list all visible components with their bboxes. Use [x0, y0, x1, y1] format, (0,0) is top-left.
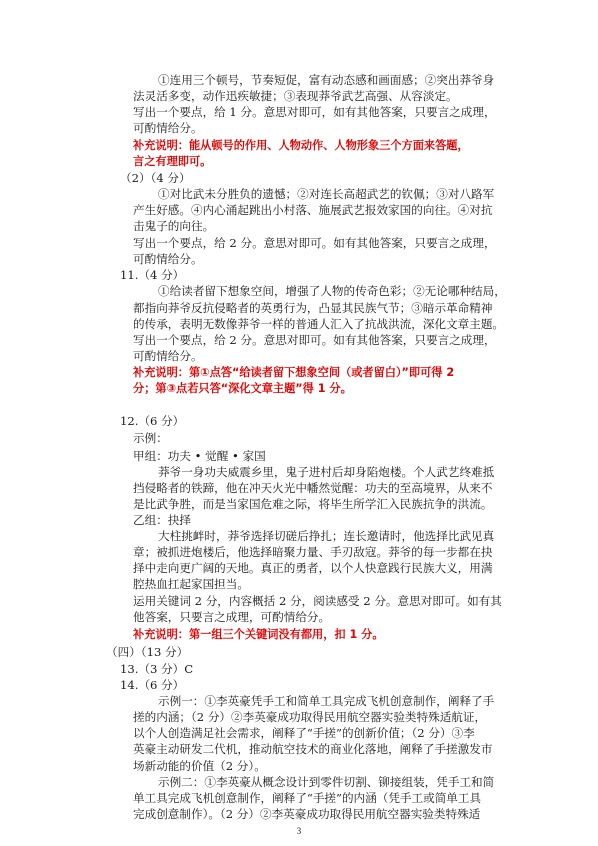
text-line: 示例一：①李英豪凭手工和简单工具完成飞机创意制作，阐释了手 [158, 694, 495, 708]
text-line: ①对比武未分胜负的遗憾；②对连长高超武艺的钦佩；③对八路军 [158, 186, 495, 201]
text-line: 的传承，表明无数像莽爷一样的普通人汇入了抗战洪流，深化文章主题。 [133, 316, 505, 331]
text-line: 示例二：①李英豪从概念设计到零件切割、铆接组装，凭手工和简 [158, 774, 495, 789]
group-heading: 乙组：抉择 [133, 512, 191, 527]
text-line: 莽爷一身功夫威震乡里，鬼子进村后却身陷炮楼。个人武艺终难抵 [158, 464, 495, 479]
question-heading: 12.（6 分） [120, 414, 185, 429]
text-line: 腔热血扛起家国担当。 [133, 577, 249, 592]
text-line: ①给读者留下想象空间，增强了人物的传奇色彩；②无论哪种结局， [158, 284, 506, 299]
text-line: 可酌情给分。 [133, 121, 203, 136]
text-line: 写出一个要点，给 2 分。意思对即可。如有其他答案，只要言之成理， [133, 236, 496, 251]
supplement-note: 补充说明：能从顿号的作用、人物动作、人物形象三个方面来答题， [133, 138, 469, 152]
text-line: 完成创意制作）。（2 分）②李英豪成功取得民用航空器实验类特殊适 [133, 806, 481, 821]
text-line: 写出一个要点，给 1 分。意思对即可，如有其他答案，只要言之成理， [133, 105, 496, 120]
text-line: 是比武争胜，而是当家国危难之际，将毕生所学汇入民族抗争的洪流。 [133, 496, 493, 511]
question-heading: （2）（4 分） [120, 170, 191, 185]
text-line: 他答案，只要言之成理，可酌情给分。 [133, 609, 331, 624]
text-line: 可酌情给分。 [133, 348, 203, 363]
text-line: 运用关键词 2 分，内容概括 2 分，阅读感受 2 分。意思对即可。如有其 [133, 593, 502, 608]
text-line: 择中走向更广阔的天地。真正的勇者，以个人快意践行民族大义，用满 [133, 561, 493, 576]
text-line: 以个人创造满足社会需求，阐释了“手搓”的创新价值；（2 分）③李 [133, 726, 475, 741]
text-line: 大柱挑衅时，莽爷选择切磋后挣扎；连长邀请时，他选择比武见真 [158, 529, 495, 544]
text-line: 产生好感。④内心涌起跳出小村落、施展武艺报效家国的向往。④对抗 [133, 202, 493, 217]
supplement-note: 补充说明：第一组三个关键词没有都用，扣 1 分。 [133, 627, 384, 641]
text-line: 挡侵略者的铁蹄，他在冲天火光中幡然觉醒：功夫的至高境界，从来不 [133, 480, 493, 495]
group-heading: 甲组：功夫 • 觉醒 • 家国 [133, 448, 266, 463]
text-line: 单工具完成飞机创意制作，阐释了“手搓”的内涵（凭手工或简单工具 [133, 790, 482, 805]
text-line: 搓的内涵；（2 分）②李英豪成功取得民用航空器实验类特殊适航证， [133, 710, 487, 725]
text-line: 示例： [133, 431, 168, 446]
text-line: 法灵活多变，动作迅疾敏捷；③表现莽爷武艺高强、从容淡定。 [133, 89, 458, 104]
text-line: 写出一个要点，给 2 分。意思对即可。如有其他答案，只要言之成理， [133, 332, 496, 347]
supplement-note: 分；第③点若只答“深化文章主题”得 1 分。 [133, 382, 352, 396]
text-line: 场新动能的价值（2 分）。 [133, 758, 266, 773]
supplement-note: 补充说明：第①点答“给读者留下想象空间（或者留白）”即可得 2 [133, 366, 455, 379]
question-heading: 14.（6 分） [120, 677, 185, 692]
section-heading: （四）（13 分） [106, 644, 189, 659]
question-heading: 11.（4 分） [120, 268, 185, 283]
text-line: 可酌情给分。 [133, 252, 203, 267]
text-line: 击鬼子的向往。 [133, 219, 215, 233]
question-heading: 13.（3 分）C [120, 661, 194, 676]
supplement-note: 言之有理即可。 [133, 154, 212, 168]
text-line: 都指向莽爷反抗侵略者的英勇行为，凸显其民族气节；③暗示革命精神 [133, 300, 493, 315]
page-number: 3 [296, 826, 302, 836]
text-line: ①连用三个顿号，节奏短促，富有动态感和画面感；②突出莽爷身 [158, 73, 495, 87]
text-line: 英豪主动研发二代机，推动航空技术的商业化落地，阐释了手搓激发市 [133, 742, 493, 757]
text-line: 章；被抓进炮楼后，他选择暗聚力量、手刃敌寇。莽爷的每一步都在抉 [133, 545, 493, 560]
